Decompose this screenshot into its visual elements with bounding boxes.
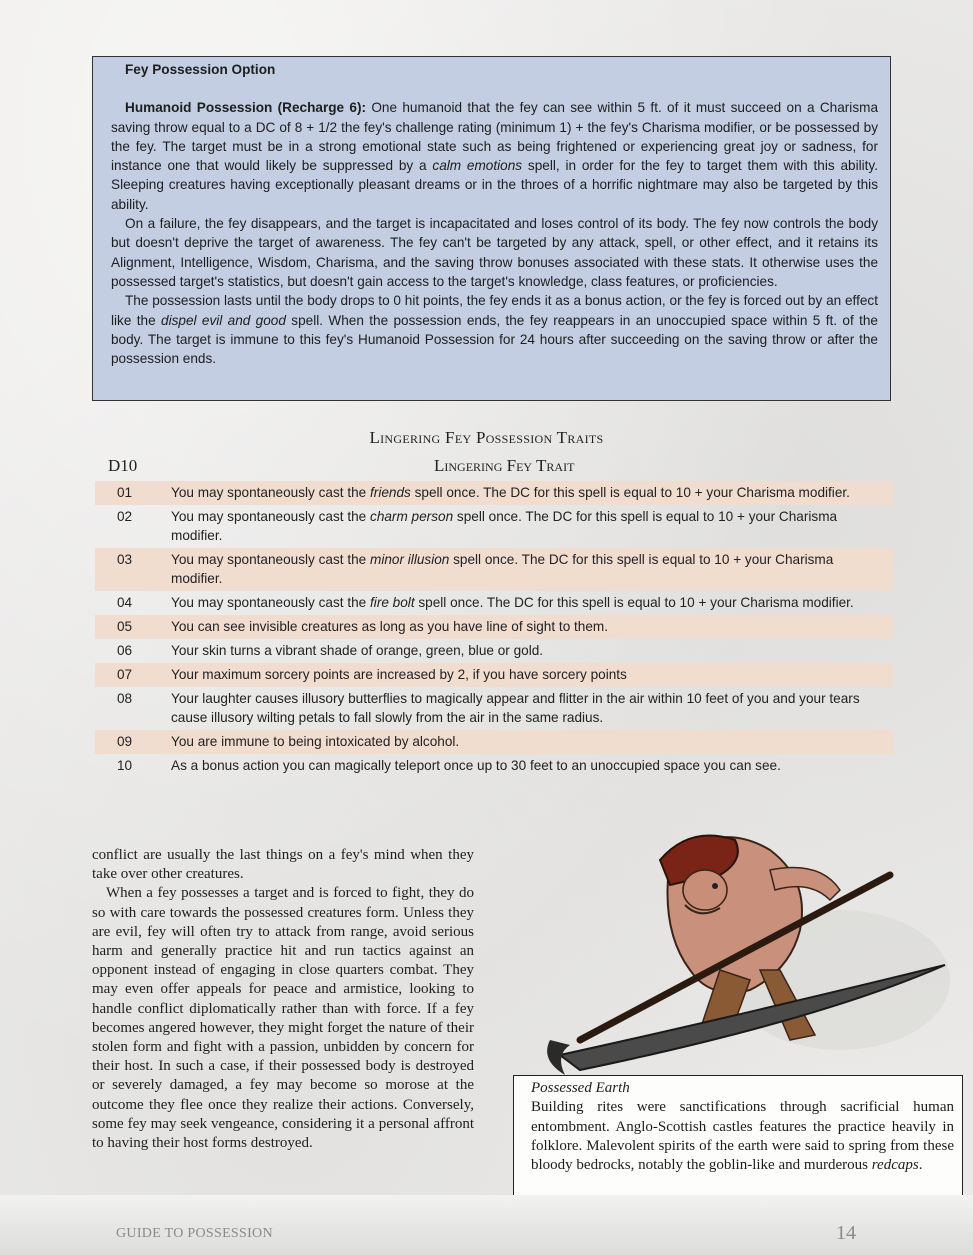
- footer-label: GUIDE TO POSSESSION: [116, 1226, 273, 1241]
- caption-title: Possessed Earth: [531, 1080, 630, 1096]
- spell-name: charm person: [370, 509, 454, 524]
- row-trait-text: You may spontaneously cast the fire bolt spell once. The DC for this spell is equal to 10 + your Charisma modifier.: [171, 595, 854, 610]
- sidebar-title: Fey Possession Option: [125, 62, 276, 77]
- spell-name: friends: [370, 485, 411, 500]
- row-number: 04: [117, 595, 133, 610]
- row-trait-text: You may spontaneously cast the friends spell once. The DC for this spell is equal to 10 + your Charisma modifier.: [171, 485, 850, 500]
- row-trait-text: You are immune to being intoxicated by alcohol.: [171, 734, 460, 749]
- table-row: [95, 591, 893, 615]
- table-row: [95, 687, 893, 730]
- sidebar-paragraph-3: The possession lasts until the body drops to 0 hit points, the fey ends it as a bonus action, or the fey is forced out by an effect like the dispel evil and good spell. When the possession ends, the fey reappears in an unoccupied space within 5 ft. of the body. The target is immune to this fey's Humanoid Possession for 24 hours after succeeding on the saving throw or after the possession ends.: [111, 293, 878, 367]
- sidebar-paragraph-2: On a failure, the fey disappears, and the target is incapacitated and loses control of its body. The fey now controls the body but doesn't deprive the target of awareness. The fey can't be targeted by any attack, spell, or other effect, and it retains its Alignment, Intelligence, Wisdom, Charisma, and the saving throw bonuses associated with these stats. It otherwise uses the possessed target's statistics, but doesn't gain access to the target's knowledge, class features, or proficiencies.: [111, 216, 878, 289]
- row-trait-text: You may spontaneously cast the charm person spell once. The DC for this spell is equal to 10 + your Charisma modifier.: [171, 509, 838, 543]
- spell-name: calm emotions: [432, 158, 523, 174]
- row-number: 01: [117, 485, 133, 500]
- row-number: 05: [117, 619, 133, 634]
- page-number: 14: [836, 1222, 856, 1244]
- table-row: [95, 481, 893, 505]
- redcap-goblin-illustration: [520, 820, 960, 1090]
- caption-text: Building rites were sanctifications through sacrificial human entombment. Anglo-Scottish castles features the practice heavily in folklore. Malevolent spirits of the earth were said to spring from these bloody bedrocks, notably the goblin-like and murderous redcaps.: [531, 1099, 954, 1174]
- table-row: [95, 754, 893, 778]
- row-number: 07: [117, 667, 133, 682]
- table-row: [95, 639, 893, 663]
- ability-name: Humanoid Possession (Recharge 6):: [125, 100, 367, 116]
- table-row: [95, 548, 893, 591]
- row-trait-text: You can see invisible creatures as long as you have line of sight to them.: [171, 619, 609, 634]
- body-text: [92, 846, 474, 1153]
- row-number: 08: [117, 691, 133, 706]
- body-paragraph: When a fey possesses a target and is forced to fight, they do so with care towards the possessed creatures form. Unless they are evil, fey will often try to attack from range, avoid serious harm and generally practice hit and run tactics against an opponent instead of engaging in close quarters combat. They may even offer appeals for peace and armistice, looking to handle conflict diplomatically rather than with force. If a fey becomes angered however, they might forget the nature of their stolen form and fight with a passion, unbidden by concern for their host. In such a case, if their possessed body is destroyed or severely damaged, a fey may become so morose at the outcome they flee once they realize their actions. Conversely, some fey may seek vengeance, considering it a personal affront to having their host forms destroyed.: [92, 885, 474, 1152]
- column-header-d10: D10: [108, 456, 138, 475]
- row-number: 06: [117, 643, 133, 658]
- row-trait-text: As a bonus action you can magically teleport once up to 30 feet to an unoccupied space you can see.: [171, 758, 781, 773]
- table-row: [95, 730, 893, 754]
- spell-name: dispel evil and good: [161, 312, 286, 328]
- body-paragraph: conflict are usually the last things on a fey's mind when they take over other creatures.: [92, 847, 474, 883]
- spell-name: fire bolt: [370, 595, 415, 610]
- row-trait-text: Your maximum sorcery points are increased by 2, if you have sorcery points: [171, 667, 627, 682]
- caption-emphasis: redcaps: [871, 1157, 919, 1174]
- table-title: Lingering Fey Possession Traits: [369, 428, 604, 447]
- lingering-traits-table: [95, 481, 893, 778]
- caption-box: [513, 1075, 963, 1197]
- table-row: [95, 505, 893, 548]
- column-header-trait: Lingering Fey Trait: [434, 456, 575, 475]
- table-row: [95, 663, 893, 687]
- fey-possession-sidebar: [92, 56, 891, 401]
- spell-name: minor illusion: [370, 552, 450, 567]
- row-number: 10: [117, 758, 133, 773]
- table-row: [95, 615, 893, 639]
- row-trait-text: Your skin turns a vibrant shade of orange, green, blue or gold.: [171, 643, 544, 658]
- row-number: 02: [117, 509, 133, 524]
- row-number: 09: [117, 734, 133, 749]
- row-trait-text: You may spontaneously cast the minor illusion spell once. The DC for this spell is equal to 10 + your Charisma modifier.: [171, 552, 834, 586]
- row-number: 03: [117, 552, 133, 567]
- row-trait-text: Your laughter causes illusory butterflies to magically appear and flitter in the air within 10 feet of you and your tears cause illusory wilting petals to fall slowly from the air in the same radius.: [171, 691, 860, 725]
- footer-band: [0, 1195, 973, 1255]
- sidebar-paragraph-1: Humanoid Possession (Recharge 6): One humanoid that the fey can see within 5 ft. of it must succeed on a Charisma saving throw equal to a DC of 8 + 1/2 the fey's challenge rating (minimum 1) + the fey's Charisma modifier, or be possessed by the fey. The target must be in a strong emotional state such as being frightened or experiencing great joy or sadness, for instance one that would likely be suppressed by a calm emotions spell, in order for the fey to target them with this ability. Sleeping creatures having exceptionally pleasant dreams or in the throes of a horrific nightmare may also be targeted by this ability.: [111, 100, 879, 212]
